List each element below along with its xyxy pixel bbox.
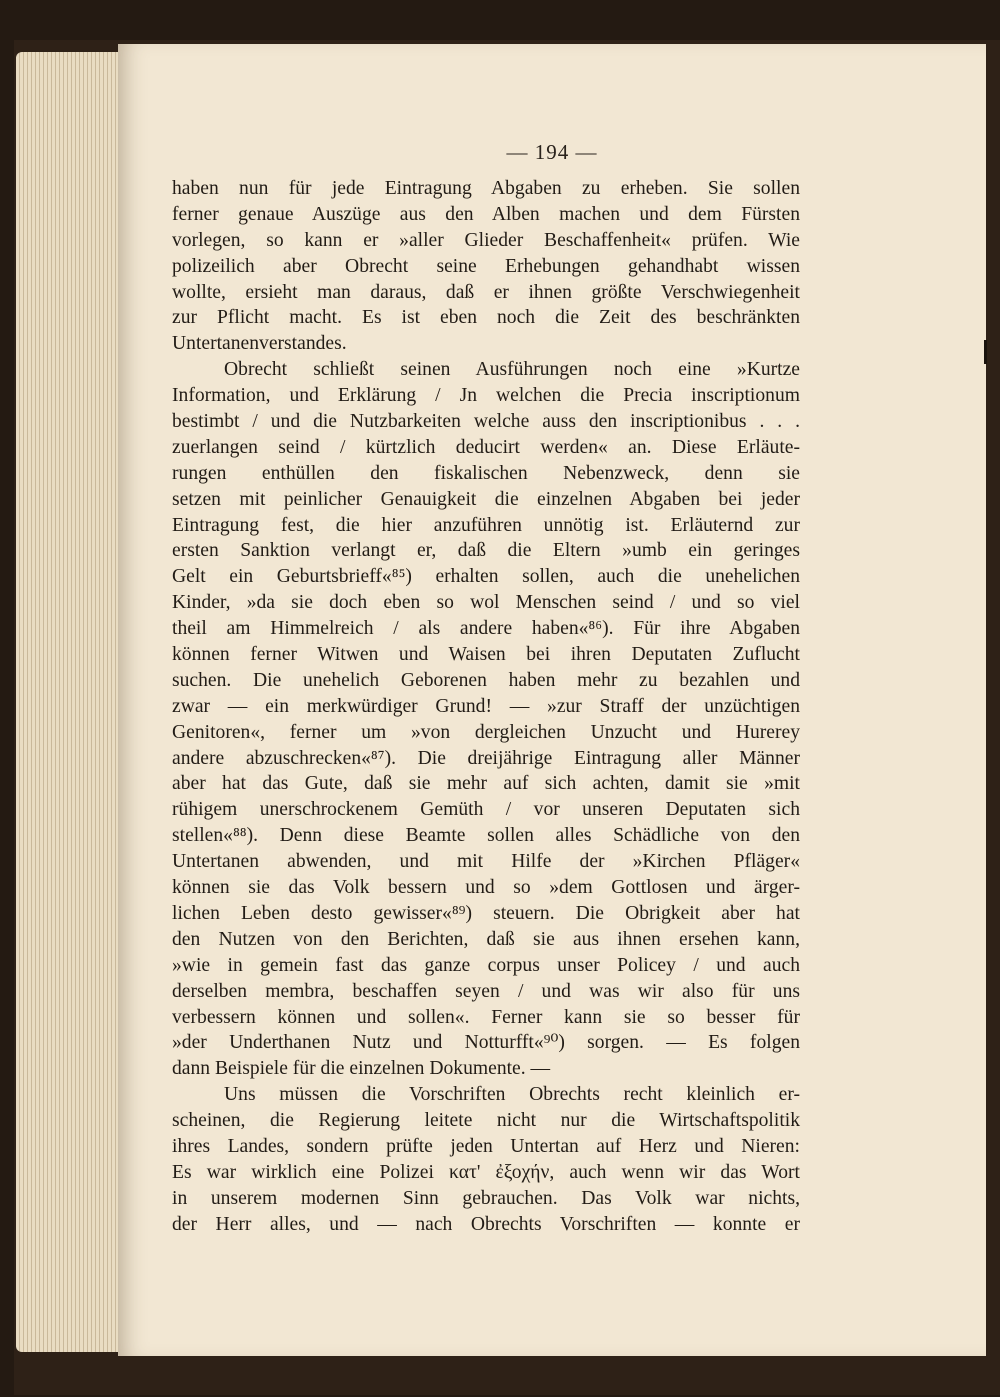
text-line: ihres Landes, sondern prüfte jeden Untertan auf Herz und Nieren: — [172, 1135, 800, 1157]
text-line: theil am Himmelreich / als andere haben«⁸⁶). Für ihre Abgaben — [172, 618, 800, 640]
text-line: derselben membra, beschaffen seyen / und was wir also für uns — [172, 980, 800, 1002]
text-line: verbessern können und sollen«. Ferner kann sie so besser für — [172, 1006, 800, 1028]
text-line: rungen enthüllen den fiskalischen Nebenzweck, denn sie — [172, 462, 800, 484]
text-line: in unserem modernen Sinn gebrauchen. Das Volk war nichts, — [172, 1187, 800, 1209]
text-line: Information, und Erklärung / Jn welchen die Precia inscriptionum — [172, 385, 800, 407]
text-line: den Nutzen von den Berichten, daß sie aus ihnen ersehen kann, — [172, 928, 800, 950]
text-line: Gelt ein Geburtsbrieff«⁸⁵) erhalten sollen, auch die unehelichen — [172, 566, 800, 588]
text-line: Eintragung fest, die hier anzuführen unnötig ist. Erläuternd zur — [172, 514, 800, 536]
text-line: stellen«⁸⁸). Denn diese Beamte sollen alles Schädliche von den — [172, 825, 800, 847]
text-line: ersten Sanktion verlangt er, daß die Eltern »umb ein geringes — [172, 540, 800, 562]
text-line: ferner genaue Auszüge aus den Alben machen und dem Fürsten — [172, 203, 800, 225]
text-line: aber hat das Gute, daß sie mehr auf sich achten, damit sie »mit — [172, 773, 800, 795]
text-line: »wie in gemein fast das ganze corpus unser Policey / und auch — [172, 954, 800, 976]
text-line: polizeilich aber Obrecht seine Erhebungen gehandhabt wissen — [172, 255, 800, 277]
text-line: wollte, ersieht man daraus, daß er ihnen größte Verschwiegenheit — [172, 281, 800, 303]
text-line: können sie das Volk bessern und so »dem Gottlosen und ärger- — [172, 877, 800, 899]
page-number: — 194 — — [506, 140, 598, 164]
text-line: Uns müssen die Vorschriften Obrechts recht kleinlich er- — [224, 1084, 800, 1106]
text-line: suchen. Die unehelich Geborenen haben mehr zu bezahlen und — [172, 669, 800, 691]
text-line: vorlegen, so kann er »aller Glieder Beschaffenheit« prüfen. Wie — [172, 229, 800, 251]
body-text — [172, 176, 800, 1238]
text-line: Genitoren«, ferner um »von dergleichen Unzucht und Hurerey — [172, 721, 800, 743]
text-line: andere abzuschrecken«⁸⁷). Die dreijährige Eintragung aller Männer — [172, 747, 800, 769]
text-line: Untertanenverstandes. — [172, 333, 347, 355]
page-edge-mark — [984, 340, 987, 364]
text-line: »der Underthanen Nutz und Notturfft«⁹⁰) sorgen. — Es folgen — [172, 1032, 800, 1054]
text-line: haben nun für jede Eintragung Abgaben zu erheben. Sie sollen — [172, 178, 800, 199]
text-line: Obrecht schließt seinen Ausführungen noch eine »Kurtze — [224, 359, 800, 381]
text-line: zwar — ein merkwürdiger Grund! — »zur Straff der unzüchtigen — [172, 695, 800, 717]
text-line: der Herr alles, und — nach Obrechts Vorschriften — konnte er — [172, 1213, 800, 1235]
text-line: zuerlangen seind / kürtzlich deducirt werden« an. Diese Erläute- — [172, 436, 800, 458]
text-line: Untertanen abwenden, und mit Hilfe der »Kirchen Pfläger« — [172, 851, 800, 873]
text-line: scheinen, die Regierung leitete nicht nur die Wirtschaftspolitik — [172, 1110, 800, 1132]
text-line: Es war wirklich eine Polizei κατ' ἐξοχήν, auch wenn wir das Wort — [172, 1161, 800, 1183]
text-line: dann Beispiele für die einzelnen Dokumente. — — [172, 1058, 551, 1080]
text-line: lichen Leben desto gewisser«⁸⁹) steuern. Die Obrigkeit aber hat — [172, 902, 800, 924]
text-line: setzen mit peinlicher Genauigkeit die einzelnen Abgaben bei jeder — [172, 488, 800, 510]
text-line: bestimbt / und die Nutzbarkeiten welche auss den inscriptionibus . . . — [172, 411, 800, 433]
text-line: können ferner Witwen und Waisen bei ihren Deputaten Zuflucht — [172, 644, 800, 666]
text-line: zur Pflicht macht. Es ist eben noch die Zeit des beschränkten — [172, 307, 800, 329]
text-line: Kinder, »da sie doch eben so wol Menschen seind / und so viel — [172, 592, 800, 614]
text-line: rühigem unerschrockenem Gemüth / vor unseren Deputaten sich — [172, 799, 800, 821]
